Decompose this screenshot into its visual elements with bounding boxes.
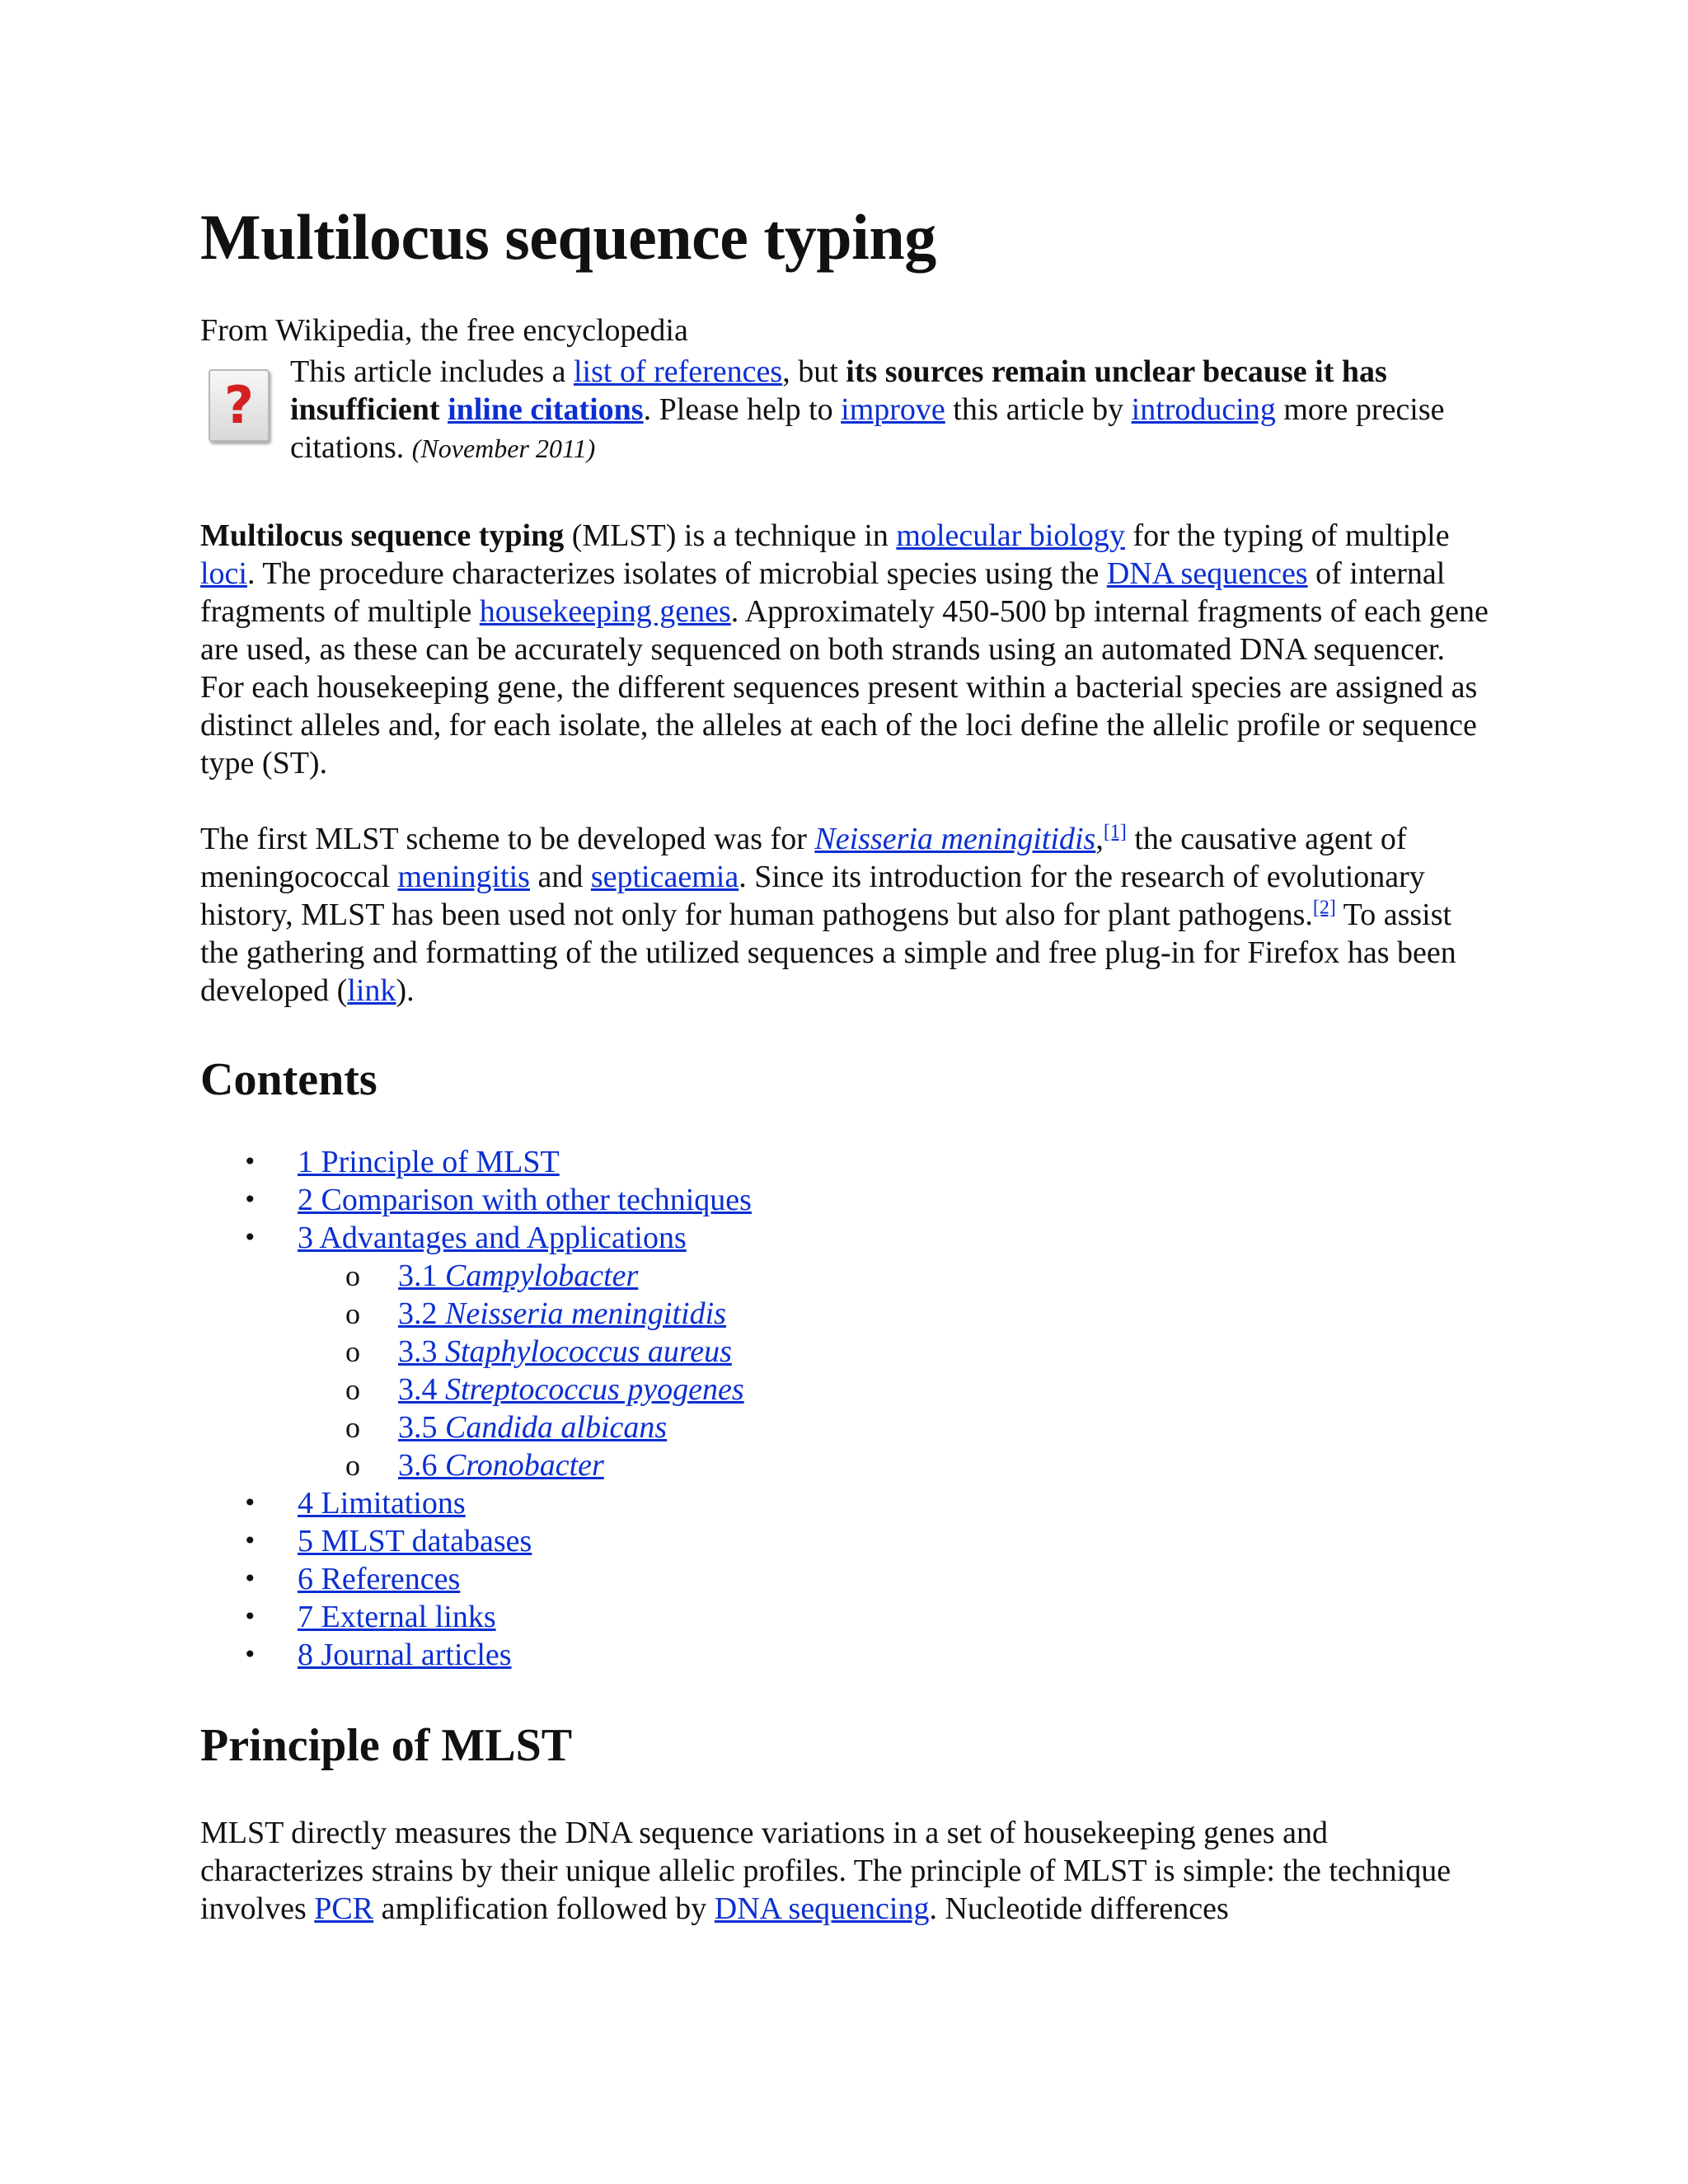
circle-bullet-icon: o — [345, 1335, 360, 1368]
notice-text: This article includes a — [290, 354, 574, 389]
notice-text — [440, 392, 448, 427]
molecular-biology-link[interactable]: molecular biology — [896, 518, 1125, 553]
article-content — [200, 196, 1494, 1928]
circle-bullet-icon: o — [345, 1449, 360, 1482]
housekeeping-genes-link[interactable]: housekeeping genes — [479, 594, 731, 629]
toc-subitem — [200, 1371, 1494, 1408]
meningitis-link[interactable]: meningitis — [397, 860, 530, 894]
toc-link-comparison[interactable]: 2 Comparison with other techniques — [298, 1183, 752, 1217]
principle-paragraph: MLST directly measures the DNA sequence variations in a set of housekeeping genes and characterizes strains by their unique allelic profiles. The principle of MLST is simple: the technique involves PCR amplification followed by DNA sequencing. Nucleotide differences — [200, 1816, 1451, 1926]
bullet-icon: • — [243, 1527, 257, 1554]
toc-link-external-links[interactable]: 7 External links — [298, 1600, 496, 1634]
table-of-contents — [200, 1143, 1494, 1674]
toc-link-advantages[interactable]: 3 Advantages and Applications — [298, 1221, 687, 1255]
toc-item — [200, 1636, 1494, 1674]
toc-subitem — [200, 1408, 1494, 1446]
toc-link-neisseria[interactable]: 3.2 Neisseria meningitidis — [398, 1296, 726, 1331]
dna-sequencing-link[interactable]: DNA sequencing — [714, 1891, 930, 1926]
bullet-icon: • — [243, 1148, 257, 1175]
citation-notice — [200, 353, 1494, 467]
notice-text: , but — [782, 354, 846, 389]
toc-sublist — [200, 1257, 1494, 1484]
toc-subsection — [200, 1257, 1494, 1484]
history-paragraph: The first MLST scheme to be developed was for Neisseria meningitidis,[1] the causative agent of meningococcal meningitis and septicaemia. Since its introduction for the research of evolutionary history, MLST has been used not only for human pathogens but also for plant pathogens.[2] To assist the gathering and formatting of the utilized sequences a simple and free plug-in for Firefox has been developed (link). — [200, 821, 1456, 1008]
bullet-icon: • — [243, 1489, 257, 1516]
toc-link-databases[interactable]: 5 MLST databases — [298, 1524, 532, 1558]
notice-bold-text: its sources remain unclear because it has insufficient — [290, 354, 1387, 427]
notice-text: more precise citations. — [290, 392, 1445, 465]
bullet-icon: • — [243, 1641, 257, 1668]
toc-subitem — [200, 1257, 1494, 1295]
bullet-icon: • — [243, 1603, 257, 1630]
notice-date: (November 2011) — [411, 434, 596, 463]
reference-1-link[interactable]: [1] — [1103, 821, 1127, 843]
toc-item — [200, 1219, 1494, 1257]
bullet-icon: • — [243, 1224, 257, 1251]
notice-text: . Please help to — [643, 392, 842, 427]
toc-subitem — [200, 1446, 1494, 1484]
circle-bullet-icon: o — [345, 1297, 360, 1330]
toc-link-staphylococcus[interactable]: 3.3 Staphylococcus aureus — [398, 1334, 732, 1369]
intro-bold-term: Multilocus sequence typing — [200, 518, 565, 553]
toc-link-campylobacter[interactable]: 3.1 Campylobacter — [398, 1258, 639, 1293]
toc-subitem — [200, 1295, 1494, 1333]
inline-citations-link[interactable]: inline citations — [448, 392, 644, 427]
intro-paragraph: Multilocus sequence typing (MLST) is a technique in molecular biology for the typing of multiple loci. The procedure characterizes isolates of microbial species using the DNA sequences of internal fragments of multiple housekeeping genes. Approximately 450-500 bp internal fragments of each gene are used, as these can be accurately sequenced on both strands using an automated DNA sequencer. For each housekeeping gene, the different sequences present within a bacterial species are assigned as distinct alleles and, for each isolate, the alleles at each of the loci define the allelic profile or sequence type (ST). — [200, 518, 1489, 780]
circle-bullet-icon: o — [345, 1411, 360, 1444]
toc-link-streptococcus[interactable]: 3.4 Streptococcus pyogenes — [398, 1372, 744, 1407]
bullet-icon: • — [243, 1186, 257, 1213]
toc-item — [200, 1560, 1494, 1598]
reference-2-link[interactable]: [2] — [1312, 897, 1336, 919]
toc-subitem — [200, 1333, 1494, 1371]
principle-heading: Principle of MLST — [200, 1720, 573, 1771]
list-of-references-link[interactable]: list of references — [574, 354, 783, 389]
page-title: Multilocus sequence typing — [200, 201, 936, 273]
toc-link-references[interactable]: 6 References — [298, 1562, 461, 1596]
dna-sequences-link[interactable]: DNA sequences — [1106, 556, 1308, 591]
toc-item — [200, 1181, 1494, 1219]
loci-link[interactable]: loci — [200, 556, 247, 591]
neisseria-meningitidis-link[interactable]: Neisseria meningitidis — [814, 822, 1096, 856]
page-subtitle: From Wikipedia, the free encyclopedia — [200, 313, 688, 348]
contents-heading: Contents — [200, 1054, 377, 1105]
circle-bullet-icon: o — [345, 1373, 360, 1406]
bullet-icon: • — [243, 1565, 257, 1592]
toc-link-cronobacter[interactable]: 3.6 Cronobacter — [398, 1448, 604, 1483]
question-mark-icon: ? — [209, 369, 270, 442]
toc-link-candida[interactable]: 3.5 Candida albicans — [398, 1410, 668, 1445]
firefox-plugin-link[interactable]: link — [347, 973, 396, 1008]
toc-item — [200, 1522, 1494, 1560]
improve-link[interactable]: improve — [841, 392, 945, 427]
toc-item — [200, 1598, 1494, 1636]
toc-item — [200, 1143, 1494, 1181]
toc-link-principle[interactable]: 1 Principle of MLST — [298, 1145, 560, 1179]
septicaemia-link[interactable]: septicaemia — [590, 860, 739, 894]
toc-link-journal-articles[interactable]: 8 Journal articles — [298, 1638, 512, 1672]
toc-item — [200, 1484, 1494, 1522]
introducing-link[interactable]: introducing — [1131, 392, 1276, 427]
pcr-link[interactable]: PCR — [314, 1891, 374, 1926]
notice-text: this article by — [945, 392, 1132, 427]
circle-bullet-icon: o — [345, 1259, 360, 1292]
toc-link-limitations[interactable]: 4 Limitations — [298, 1486, 466, 1521]
